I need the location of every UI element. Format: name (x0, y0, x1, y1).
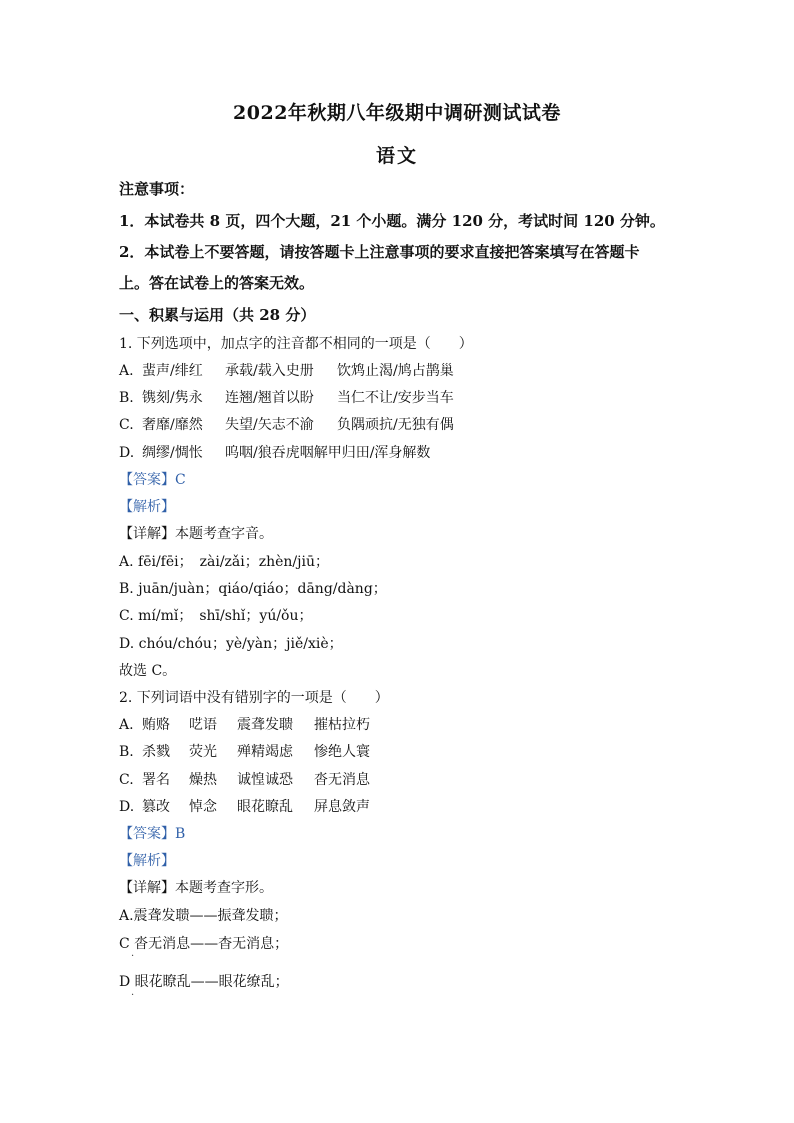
q2-option-label: D. (119, 799, 135, 815)
q1-option-word: 承载/载入史册 (225, 363, 314, 379)
q2-option-word: 震聋发聩 (237, 717, 293, 733)
q1-option-word: 失望/矢志不渝 (225, 417, 314, 433)
q2-stem: 2. 下列词语中没有错别字的一项是（ ） (119, 690, 389, 706)
q2-correction-d: D 眼花瞭乱——眼花缭乱； (119, 974, 289, 990)
q2-option-word: 屏息敛声 (314, 799, 370, 815)
q1-option-word: 呜咽/狼吞虎咽解甲归田/浑身解数 (225, 445, 431, 461)
notice-heading: 注意事项： (119, 180, 195, 198)
q1-analysis-label: 【解析】 (119, 499, 175, 515)
notice-item-2-line-1: 2．本试卷上不要答题，请按答题卡上注意事项的要求直接把答案填写在答题卡 (119, 243, 640, 261)
q2-correction-c: C 沓无消息——杳无消息； (119, 936, 289, 952)
q1-stem: 1. 下列选项中，加点字的注音都不相同的一项是（ ） (119, 336, 473, 352)
q2-option-word: 呓语 (189, 717, 217, 733)
q1-option-word: 绸缪/惆怅 (142, 445, 203, 461)
q1-conclusion: 故选 C。 (119, 663, 177, 679)
q1-option-word: 镌刻/隽永 (142, 390, 203, 406)
notice-item-1: 1．本试卷共 8 页，四个大题，21 个小题。满分 120 分，考试时间 120 分钟。 (119, 212, 665, 230)
q1-pinyin-b: B. juān/juàn；qiáo/qiáo；dāng/dàng； (119, 581, 387, 597)
q1-pinyin-a: A. fēi/fēi； zài/zǎi；zhèn/jiū； (119, 554, 329, 570)
q1-detail: 【详解】本题考查字音。 (119, 526, 273, 542)
q2-option-label: A. (119, 717, 134, 733)
q2-detail: 【详解】本题考查字形。 (119, 880, 273, 896)
emphasis-dot: · (131, 951, 135, 962)
q2-option-word: 惨绝人寰 (314, 744, 370, 760)
q1-pinyin-d: D. chóu/chóu；yè/yàn；jiě/xiè； (119, 636, 343, 652)
q2-option-word: 荧光 (189, 744, 217, 760)
q1-option-label: A. (119, 363, 134, 379)
q2-option-word: 殚精竭虑 (237, 744, 293, 760)
q2-option-word: 摧枯拉朽 (314, 717, 370, 733)
q2-option-word: 署名 (142, 772, 170, 788)
q1-option-word: 奢靡/靡然 (142, 417, 203, 433)
q1-option-label: C. (119, 417, 134, 433)
q1-option-word: 连翘/翘首以盼 (225, 390, 314, 406)
q2-option-word: 篡改 (142, 799, 170, 815)
q2-option-label: C. (119, 772, 134, 788)
q1-option-word: 当仁不让/安步当车 (337, 390, 454, 406)
q1-option-label: D. (119, 445, 135, 461)
q1-answer: 【答案】C (119, 472, 186, 488)
q2-option-word: 悼念 (189, 799, 217, 815)
exam-title: 2022年秋期八年级期中调研测试试卷 (233, 102, 561, 124)
q1-option-word: 负隅顽抗/无独有偶 (337, 417, 454, 433)
exam-subject: 语文 (375, 145, 418, 167)
q1-pinyin-c: C. mí/mǐ； shī/shǐ；yú/ǒu； (119, 608, 313, 624)
q2-option-label: B. (119, 744, 134, 760)
q2-analysis-label: 【解析】 (119, 853, 175, 869)
q1-option-word: 蜚声/绯红 (142, 363, 203, 379)
q2-option-word: 沓无消息 (314, 772, 370, 788)
emphasis-dot: · (131, 990, 135, 1001)
notice-item-2-line-2: 上。答在试卷上的答案无效。 (119, 274, 315, 292)
q1-option-label: B. (119, 390, 134, 406)
section-1-heading: 一、积累与运用（共 28 分） (119, 306, 316, 324)
q2-correction-a: A.震聋发聩——振聋发聩； (119, 908, 288, 924)
q2-option-word: 贿赂 (142, 717, 170, 733)
q1-option-word: 饮鸩止渴/鸠占鹊巢 (337, 363, 454, 379)
q2-option-word: 杀戮 (142, 744, 170, 760)
q2-option-word: 燥热 (189, 772, 217, 788)
q2-option-word: 诚惶诚恐 (237, 772, 293, 788)
q2-answer: 【答案】B (119, 826, 186, 842)
q2-option-word: 眼花瞭乱 (237, 799, 293, 815)
